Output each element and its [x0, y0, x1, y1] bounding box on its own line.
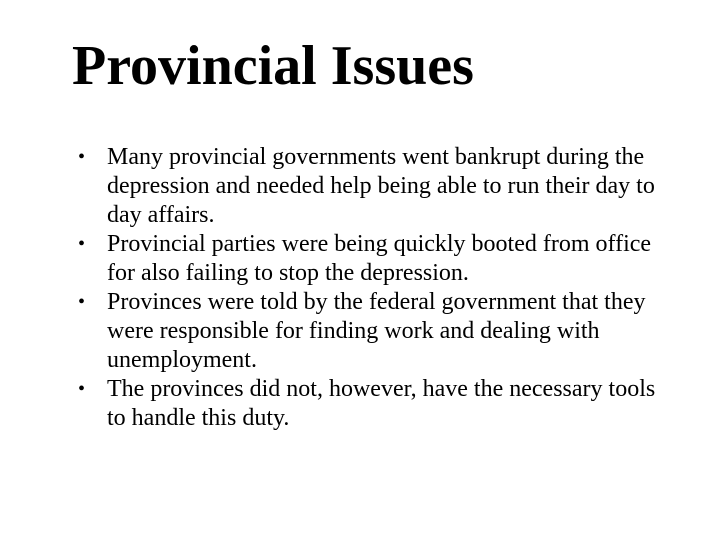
bullet-item — [78, 288, 678, 375]
bullet-item — [78, 143, 678, 230]
bullet-dot-icon: • — [78, 291, 86, 313]
bullet-list — [78, 143, 678, 433]
bullet-dot-icon: • — [78, 146, 86, 168]
bullet-item — [78, 230, 678, 288]
slide-title: Provincial Issues — [72, 35, 474, 97]
bullet-text: Provincial parties were being quickly booted from office for also failing to stop the depression. — [107, 231, 652, 286]
bullet-dot-icon: • — [78, 378, 86, 400]
bullet-text: Provinces were told by the federal government that they were responsible for finding work and dealing with unemployment. — [107, 289, 646, 373]
bullet-text: The provinces did not, however, have the necessary tools to handle this duty. — [107, 376, 656, 431]
bullet-item — [78, 375, 678, 433]
bullet-text: Many provincial governments went bankrupt during the depression and needed help being able to run their day to day affairs. — [107, 144, 655, 228]
bullet-dot-icon: • — [78, 233, 86, 255]
